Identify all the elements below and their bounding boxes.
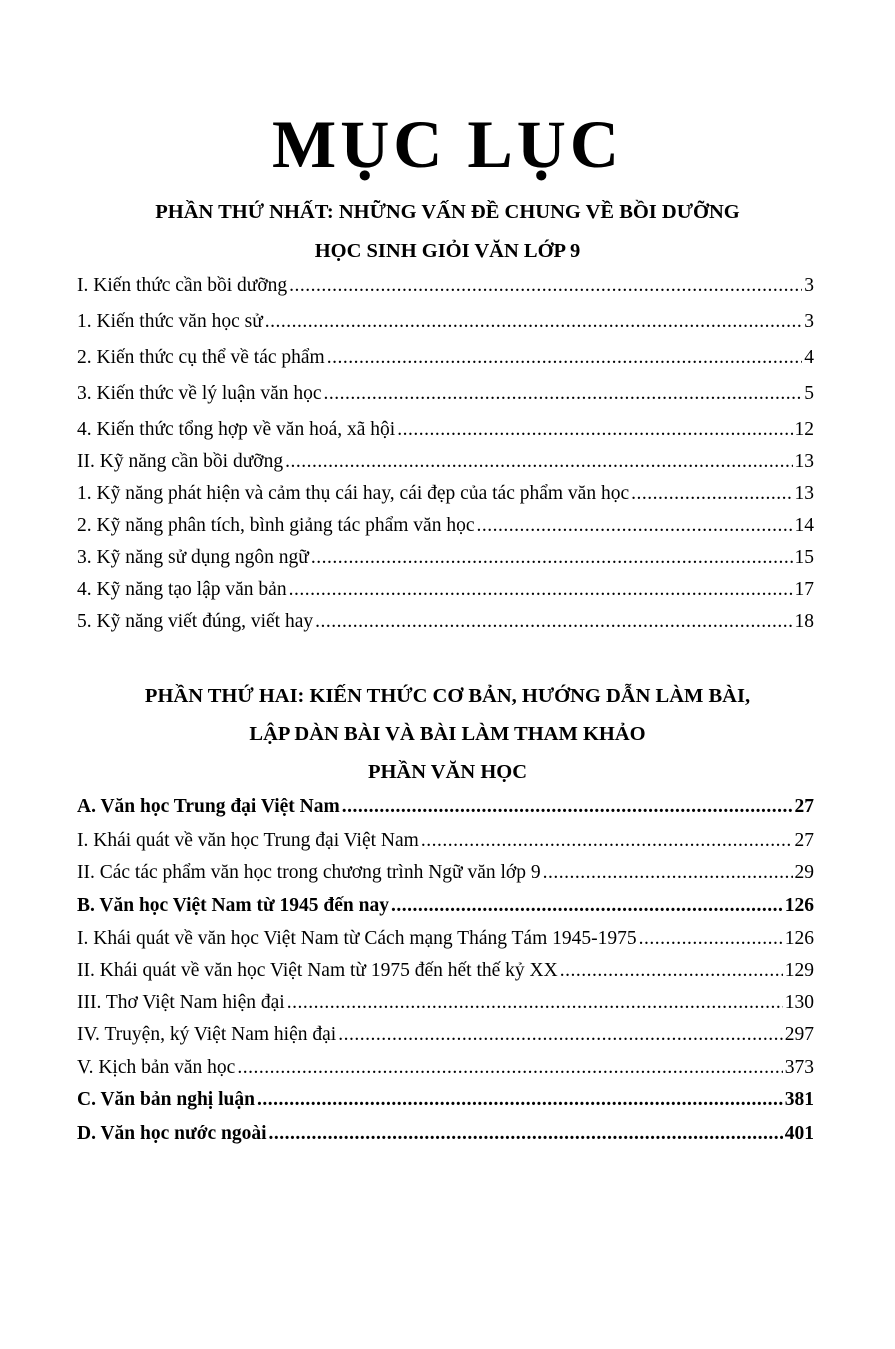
toc-page-number: 297: [784, 1024, 814, 1045]
toc-entry-label: C. Văn bản nghị luận: [77, 1089, 255, 1110]
toc-entry-label: I. Khái quát về văn học Việt Nam từ Cách mạng Tháng Tám 1945-1975: [77, 928, 637, 949]
toc-entry[interactable]: [77, 958, 814, 984]
toc-entry-label: 3. Kiến thức về lý luận văn học: [77, 383, 322, 404]
toc-dot-leader: [265, 309, 802, 335]
toc-page-number: 130: [784, 992, 814, 1013]
toc-entry[interactable]: [77, 1087, 814, 1113]
toc-entry[interactable]: [77, 609, 814, 635]
toc-page-number: 14: [794, 515, 814, 536]
page-title: MỤC LỤC: [272, 106, 623, 182]
toc-page-number: 13: [794, 451, 814, 472]
part-one-heading-line1: PHẦN THỨ NHẤT: NHỮNG VẤN ĐỀ CHUNG VỀ BỒI DƯỠNG: [155, 201, 740, 223]
toc-dot-leader: [269, 1121, 783, 1147]
toc-entry-label: 1. Kiến thức văn học sử: [77, 311, 263, 332]
toc-entry[interactable]: [77, 273, 814, 299]
toc-entry[interactable]: [77, 828, 814, 854]
toc-entry[interactable]: [77, 345, 814, 371]
toc-page-number: 3: [804, 275, 814, 296]
part-two-heading-line1: PHẦN THỨ HAI: KIẾN THỨC CƠ BẢN, HƯỚNG DẪN LÀM BÀI,: [144, 685, 751, 707]
toc-page-number: 27: [794, 796, 814, 817]
toc-dot-leader: [391, 893, 783, 919]
toc-page-number: 29: [794, 862, 814, 883]
toc-dot-leader: [285, 449, 792, 475]
toc-dot-leader: [311, 545, 793, 571]
toc-page-number: 13: [794, 483, 814, 504]
part-two-subheading: PHẦN VĂN HỌC: [367, 761, 528, 783]
toc-dot-leader: [543, 860, 793, 886]
toc-dot-leader: [324, 381, 803, 407]
toc-dot-leader: [289, 577, 793, 603]
toc-entry[interactable]: [77, 1055, 814, 1081]
toc-dot-leader: [338, 1022, 783, 1048]
toc-page-number: 401: [784, 1123, 814, 1144]
toc-page-number: 12: [794, 419, 814, 440]
toc-entry[interactable]: [77, 1022, 814, 1048]
toc-dot-leader: [639, 926, 783, 952]
toc-page-number: 3: [804, 311, 814, 332]
toc-page-number: 15: [794, 547, 814, 568]
toc-entry-label: 1. Kỹ năng phát hiện và cảm thụ cái hay, cái đẹp của tác phẩm văn học: [77, 483, 630, 504]
toc-page-number: 27: [794, 830, 814, 851]
toc-dot-leader: [476, 513, 792, 539]
toc-entry-label: 3. Kỹ năng sử dụng ngôn ngữ: [77, 547, 309, 568]
toc-dot-leader: [237, 1055, 782, 1081]
toc-dot-leader: [289, 273, 802, 299]
toc-entry[interactable]: [77, 545, 814, 571]
toc-entry[interactable]: [77, 926, 814, 952]
toc-page-number: 126: [784, 928, 814, 949]
toc-page-number: 381: [784, 1089, 814, 1110]
toc-page-number: 129: [784, 960, 814, 981]
toc-entry[interactable]: [77, 449, 814, 475]
toc-entry-label: II. Kỹ năng cần bồi dưỡng: [77, 451, 284, 472]
toc-entry[interactable]: [77, 990, 814, 1016]
toc-entry[interactable]: [77, 381, 814, 407]
toc-page-number: 126: [784, 895, 814, 916]
part-one-heading-line2: HỌC SINH GIỎI VĂN LỚP 9: [314, 240, 581, 262]
toc-page-number: 5: [804, 383, 814, 404]
toc-page-number: 18: [794, 611, 814, 632]
toc-page-number: 17: [794, 579, 814, 600]
toc-entry-label: 4. Kiến thức tổng hợp về văn hoá, xã hội: [77, 419, 396, 440]
toc-entry-label: V. Kịch bản văn học: [77, 1057, 236, 1078]
toc-entry[interactable]: [77, 309, 814, 335]
toc-entry-label: A. Văn học Trung đại Việt Nam: [77, 796, 340, 817]
toc-dot-leader: [560, 958, 783, 984]
toc-entry[interactable]: [77, 481, 814, 507]
toc-entry[interactable]: [77, 1121, 814, 1147]
toc-entry[interactable]: [77, 860, 814, 886]
toc-page-number: 373: [784, 1057, 814, 1078]
toc-entry-label: 5. Kỹ năng viết đúng, viết hay: [77, 611, 314, 632]
toc-entry-label: B. Văn học Việt Nam từ 1945 đến nay: [77, 895, 389, 916]
toc-dot-leader: [631, 481, 792, 507]
toc-dot-leader: [315, 609, 792, 635]
toc-entry-label: D. Văn học nước ngoài: [77, 1123, 267, 1144]
toc-entry-label: 4. Kỹ năng tạo lập văn bản: [77, 579, 287, 600]
toc-entry[interactable]: [77, 417, 814, 443]
toc-entry-label: I. Khái quát về văn học Trung đại Việt Nam: [77, 830, 419, 851]
toc-entry-label: 2. Kỹ năng phân tích, bình giảng tác phẩm văn học: [77, 515, 475, 536]
toc-dot-leader: [421, 828, 793, 854]
toc-entry-label: I. Kiến thức cần bồi dưỡng: [77, 275, 288, 296]
toc-entry[interactable]: [77, 577, 814, 603]
toc-entry-label: III. Thơ Việt Nam hiện đại: [77, 992, 285, 1013]
toc-entry-label: 2. Kiến thức cụ thể về tác phẩm: [77, 347, 325, 368]
toc-dot-leader: [257, 1087, 783, 1113]
toc-entry-label: II. Khái quát về văn học Việt Nam từ 1975 đến hết thế kỷ XX: [77, 960, 558, 981]
toc-dot-leader: [342, 794, 793, 820]
toc-entry[interactable]: [77, 513, 814, 539]
toc-dot-leader: [287, 990, 783, 1016]
toc-entry-label: IV. Truyện, ký Việt Nam hiện đại: [77, 1024, 337, 1045]
toc-page-number: 4: [804, 347, 814, 368]
toc-entry-label: II. Các tác phẩm văn học trong chương trình Ngữ văn lớp 9: [77, 862, 541, 883]
part-two-heading-line2: LẬP DÀN BÀI VÀ BÀI LÀM THAM KHẢO: [249, 723, 646, 745]
toc-entry[interactable]: [77, 794, 814, 820]
toc-dot-leader: [327, 345, 803, 371]
toc-entry[interactable]: [77, 893, 814, 919]
toc-dot-leader: [397, 417, 792, 443]
